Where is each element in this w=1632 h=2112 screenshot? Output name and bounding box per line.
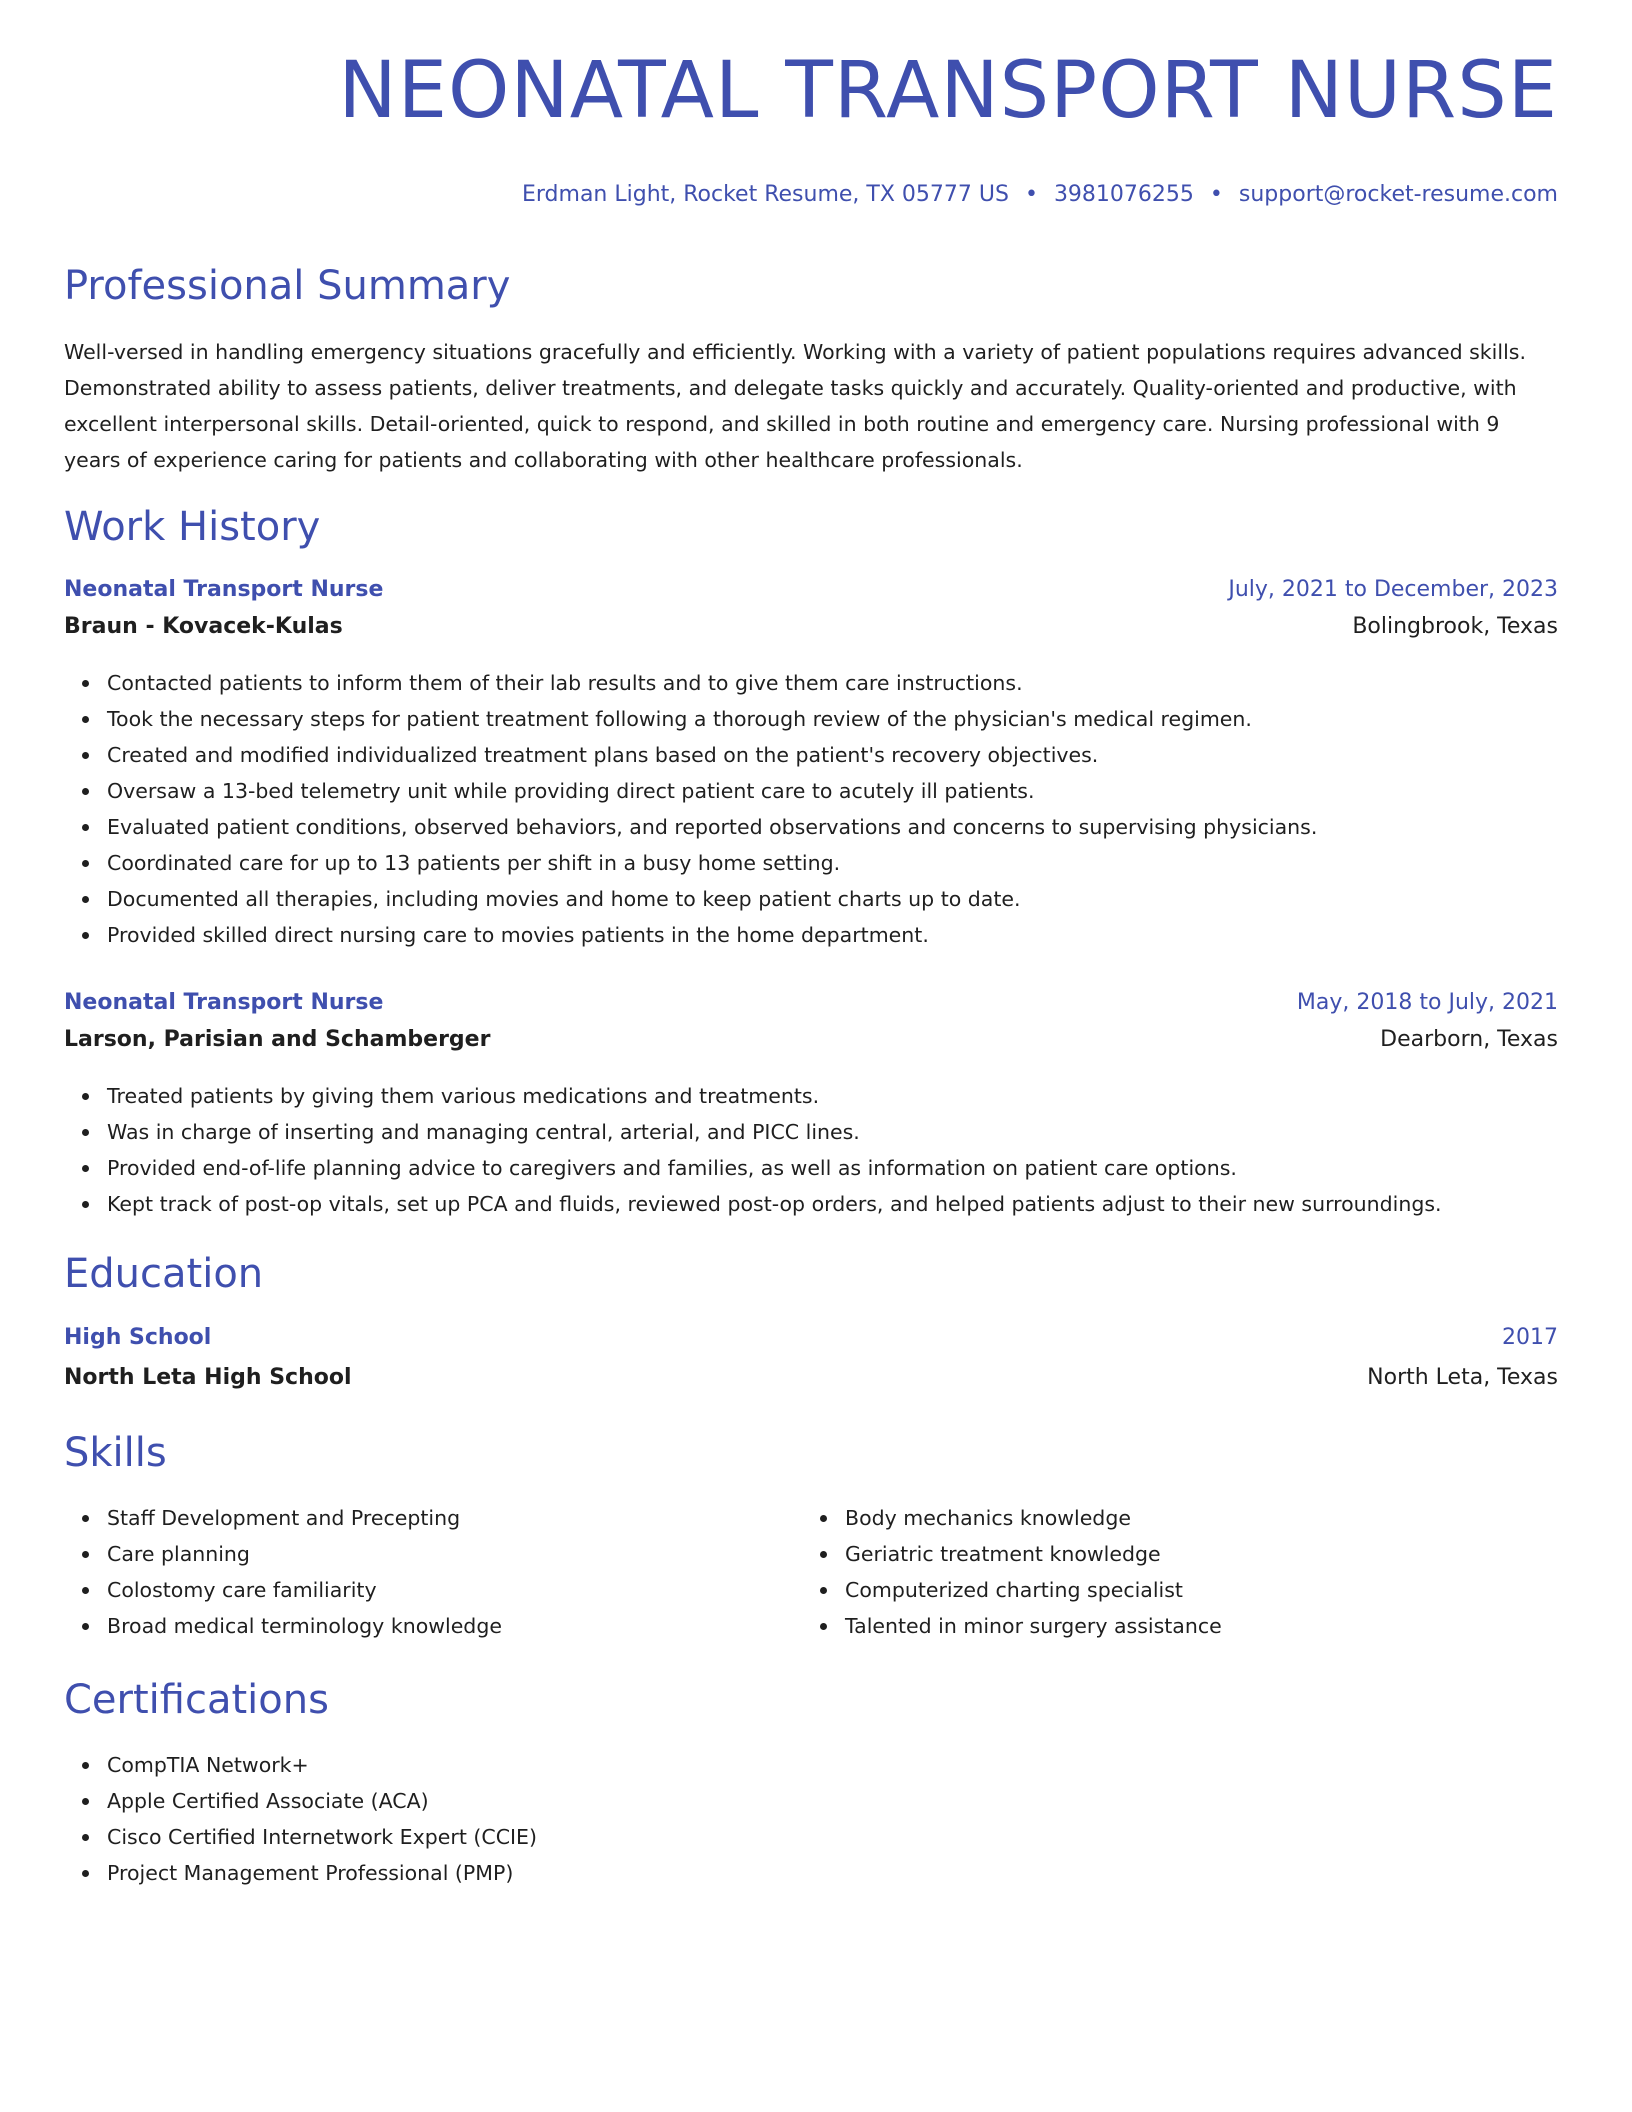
- list-item: Evaluated patient conditions, observed behaviors, and reported observations and concerns to supervising physicians.: [107, 809, 1317, 845]
- list-item: Documented all therapies, including movies and home to keep patient charts up to date.: [107, 881, 1317, 917]
- job-dates: July, 2021 to December, 2023: [1228, 577, 1558, 602]
- certifications-heading: Certifications: [64, 1677, 329, 1723]
- list-item: Contacted patients to inform them of their lab results and to give them care instructions.: [107, 665, 1317, 701]
- list-item: Provided end-of-life planning advice to caregivers and families, as well as information on patient care options.: [107, 1150, 1442, 1186]
- contact-line: [522, 182, 1558, 207]
- list-item: Broad medical terminology knowledge: [107, 1608, 502, 1644]
- job-location: Bolingbrook, Texas: [1352, 614, 1558, 639]
- job-header: [64, 577, 1558, 607]
- list-item: Geriatric treatment knowledge: [845, 1536, 1222, 1572]
- contact-separator: •: [1209, 182, 1223, 207]
- contact-phone[interactable]: 3981076255: [1053, 182, 1194, 207]
- resume-title: NEONATAL TRANSPORT NURSE: [338, 46, 1558, 136]
- list-item: Provided skilled direct nursing care to movies patients in the home department.: [107, 917, 1317, 953]
- job-dates: May, 2018 to July, 2021: [1296, 990, 1558, 1015]
- education-school: North Leta High School: [64, 1365, 352, 1390]
- education-school-row: [64, 1365, 1558, 1395]
- skills-heading: Skills: [64, 1430, 167, 1476]
- list-item: Coordinated care for up to 13 patients per shift in a busy home setting.: [107, 845, 1317, 881]
- work-history-heading: Work History: [64, 504, 321, 550]
- contact-address: Erdman Light, Rocket Resume, TX 05777 US: [521, 182, 1009, 207]
- job-title: Neonatal Transport Nurse: [64, 990, 384, 1015]
- list-item: Apple Certified Associate (ACA): [107, 1783, 537, 1819]
- education-header: [64, 1325, 1558, 1355]
- job-bullets: [64, 1078, 1442, 1222]
- job-employer-row: [64, 614, 1558, 644]
- list-item: Created and modified individualized treatment plans based on the patient's recovery objectives.: [107, 737, 1317, 773]
- list-item: Talented in minor surgery assistance: [845, 1608, 1222, 1644]
- skills-list-left: [64, 1500, 502, 1644]
- education-heading: Education: [64, 1251, 264, 1297]
- education-year: 2017: [1502, 1325, 1558, 1350]
- job-location: Dearborn, Texas: [1380, 1027, 1558, 1052]
- education-location: North Leta, Texas: [1367, 1365, 1558, 1390]
- list-item: Computerized charting specialist: [845, 1572, 1222, 1608]
- list-item: Body mechanics knowledge: [845, 1500, 1222, 1536]
- job-title: Neonatal Transport Nurse: [64, 577, 384, 602]
- list-item: Care planning: [107, 1536, 502, 1572]
- job-header: [64, 990, 1558, 1020]
- contact-email[interactable]: support@rocket-resume.com: [1238, 182, 1558, 207]
- list-item: Project Management Professional (PMP): [107, 1855, 537, 1891]
- job-employer-row: [64, 1027, 1558, 1057]
- job-bullets: [64, 665, 1317, 953]
- certifications-list: [64, 1747, 537, 1891]
- list-item: Took the necessary steps for patient treatment following a thorough review of the physician's medical regimen.: [107, 701, 1317, 737]
- list-item: Cisco Certified Internetwork Expert (CCIE): [107, 1819, 537, 1855]
- job-company: Larson, Parisian and Schamberger: [64, 1027, 491, 1052]
- job-company: Braun - Kovacek-Kulas: [64, 614, 343, 639]
- summary-heading: Professional Summary: [64, 263, 511, 309]
- contact-separator: •: [1024, 182, 1038, 207]
- list-item: Kept track of post-op vitals, set up PCA and fluids, reviewed post-op orders, and helped patients adjust to their new surroundings.: [107, 1186, 1442, 1222]
- list-item: Staff Development and Precepting: [107, 1500, 502, 1536]
- list-item: Colostomy care familiarity: [107, 1572, 502, 1608]
- list-item: Treated patients by giving them various medications and treatments.: [107, 1078, 1442, 1114]
- skills-list-right: [802, 1500, 1222, 1644]
- list-item: Was in charge of inserting and managing central, arterial, and PICC lines.: [107, 1114, 1442, 1150]
- education-degree: High School: [64, 1325, 212, 1350]
- summary-text: Well-versed in handling emergency situations gracefully and efficiently. Working with a variety of patient populations requires advanced skills. Demonstrated ability to assess patients, deliver treatments, and delegate tasks quickly and accurately. Quality-oriented and productive, with excellent interpersonal skills. Detail-oriented, quick to respond, and skilled in both routine and emergency care. Nursing professional with 9 years of experience caring for patients and collaborating with other healthcare professionals.: [64, 340, 1526, 472]
- list-item: Oversaw a 13-bed telemetry unit while providing direct patient care to acutely ill patients.: [107, 773, 1317, 809]
- list-item: CompTIA Network+: [107, 1747, 537, 1783]
